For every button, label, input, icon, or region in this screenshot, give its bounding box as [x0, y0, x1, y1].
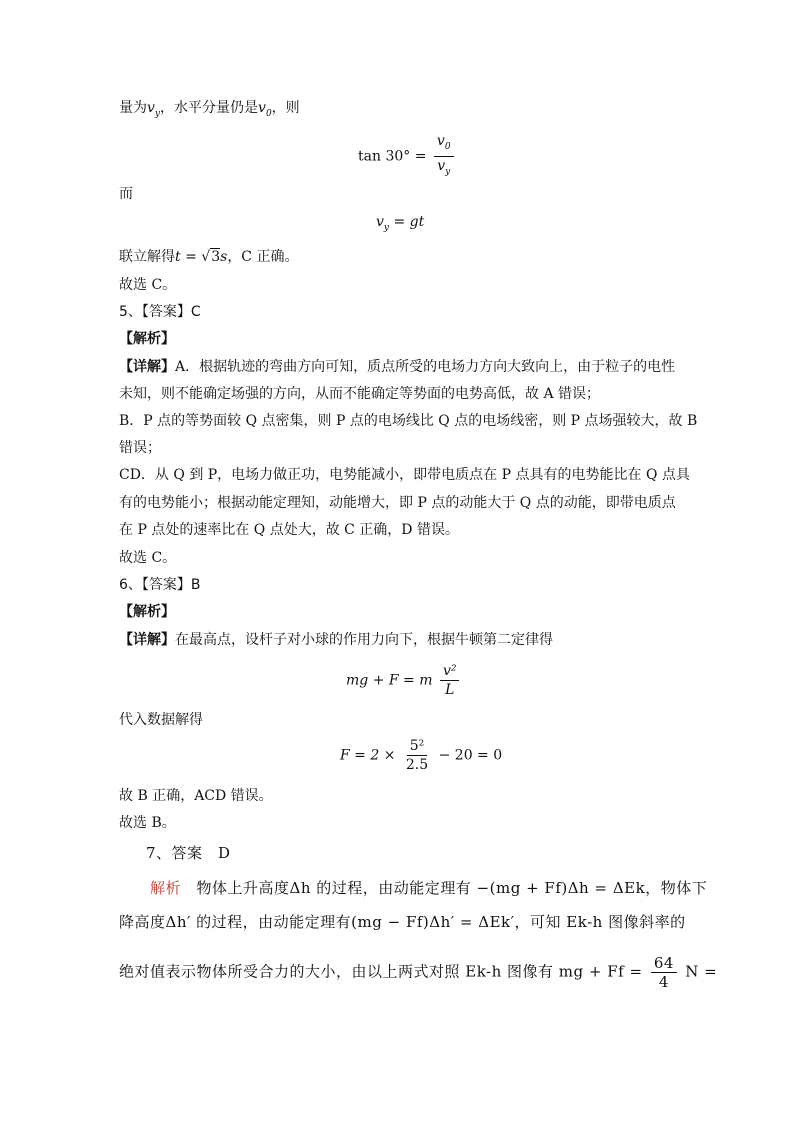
text-line: B．P 点的等势面较 Q 点密集，则 P 点的电场线比 Q 点的电场线密，则 P 点场强较大，故 B: [119, 413, 698, 429]
analysis-label: 解析: [150, 879, 182, 897]
text-line: 解析 物体上升高度Δh 的过程，由动能定理有 −(mg + Ff)Δh = ΔEk，物体下: [150, 879, 708, 897]
text-line: 故 B 正确，ACD 错误。: [119, 788, 273, 804]
answer-5: 5、【答案】C: [119, 304, 201, 320]
text-line: 降高度Δh′ 的过程，由动能定理有(mg − Ff)Δh′ = ΔEk′，可知 Ek-h 图像斜率的: [119, 913, 686, 931]
text-line: 故选 C。: [119, 277, 177, 293]
equation-numeric: F = 2 × $\frac{\text{5²}}{2.5}$ − 20 = 0: [340, 738, 503, 773]
answer-6: 6、【答案】B: [119, 577, 201, 593]
jiexi-label: 【解析】: [119, 331, 175, 347]
text-fragment: 量为: [119, 100, 147, 116]
fraction: $\frac{v_0}{v_y}$: [434, 132, 454, 181]
jiexi-label: 【解析】: [119, 604, 175, 620]
text-line: [119, 98, 300, 124]
text-line: 未知，则不能确定场强的方向，从而不能确定等势面的电势高低，故 A 错误；: [119, 386, 601, 402]
text-line: 在 P 点处的速率比在 Q 点处大，故 C 正确，D 错误。: [119, 522, 459, 538]
equation-tan30: [358, 132, 457, 181]
text-line: 错误；: [119, 440, 161, 456]
text-line: CD．从 Q 到 P，电场力做正功，电势能减小，即带电质点在 P 点具有的电势能比在 Q 点具: [119, 467, 690, 483]
math-vy: $v_y$: [147, 100, 161, 119]
equation-newton: mg + F = m $\frac{\text{v²}}{L}$: [346, 662, 462, 699]
text-line: 【详解】在最高点，设杆子对小球的作用力向下，根据牛顿第二定律得: [119, 632, 553, 648]
answer-7: 7、答案 D: [146, 844, 231, 862]
text-line: 【详解】A．根据轨迹的弯曲方向可知，质点所受的电场力方向大致向上，由于粒子的电性: [119, 359, 676, 375]
text-line: 有的电势能小；根据动能定理知，动能增大，即 P 点的动能大于 Q 点的动能，即带电质点: [119, 495, 676, 511]
text-line: 代入数据解得: [119, 712, 203, 728]
text-line: 而: [119, 186, 133, 202]
text-line: 故选 B。: [119, 815, 176, 831]
text-line: 绝对值表示物体所受合力的大小，由以上两式对照 Ek-h 图像有 mg + Ff = $\frac{64}{4}$ N =: [119, 954, 718, 991]
math-v0: $v_0$: [258, 100, 272, 119]
equation-vy: $v_y$ = gt: [376, 214, 425, 233]
text-line: 故选 C。: [119, 550, 177, 566]
equation-left: tan 30° =: [358, 148, 427, 165]
text-fragment: ，则: [271, 100, 300, 116]
text-fragment: ，水平分量仍是: [160, 100, 259, 116]
text-line: 联立解得t = √3s，C 正确。: [119, 249, 299, 265]
